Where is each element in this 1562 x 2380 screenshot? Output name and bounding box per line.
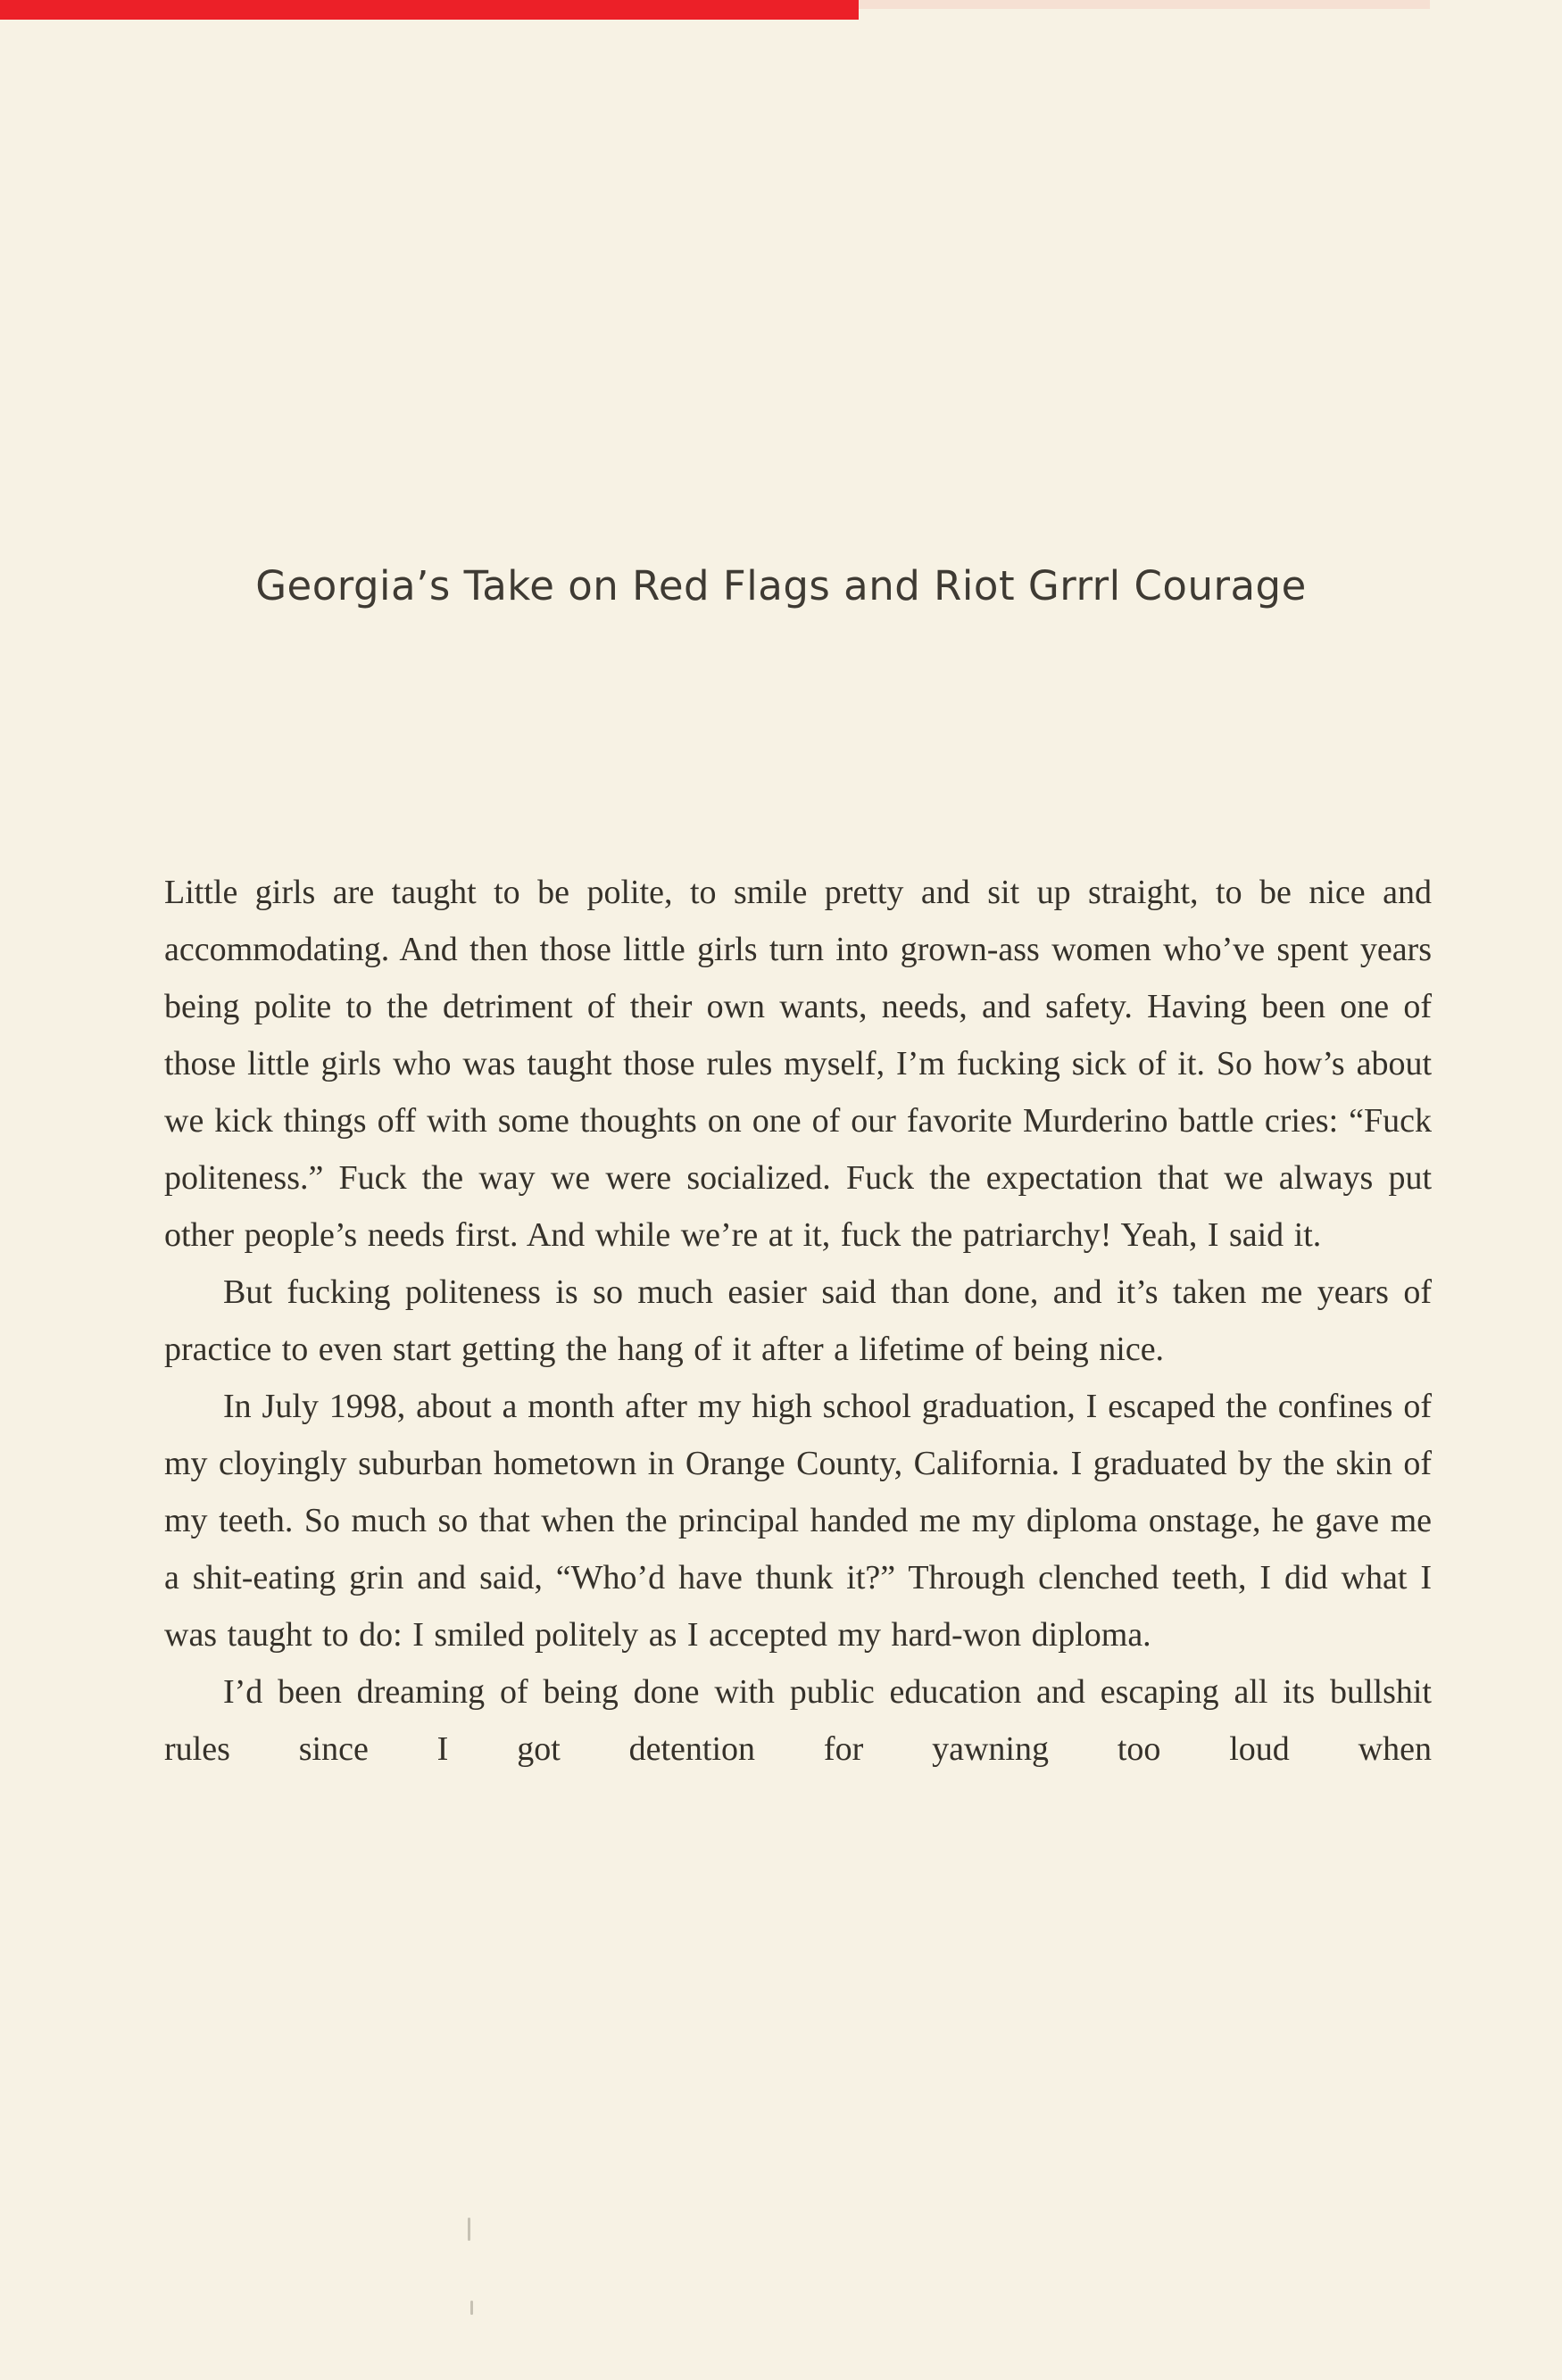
scan-artifact xyxy=(470,2301,473,2315)
cover-bleed-strip-fade xyxy=(859,0,1430,9)
chapter-title: Georgia’s Take on Red Flags and Riot Grrrl Courage xyxy=(255,562,1307,610)
body-paragraph: But fucking politeness is so much easier said than done, and it’s taken me years of practice to even start getting the hang of it after a lifetime of being nice. xyxy=(164,1273,1432,1368)
scan-artifact xyxy=(468,2218,470,2241)
body-paragraph: I’d been dreaming of being done with public education and escaping all its bullshit rules since I got detention for yawning too loud when xyxy=(164,1673,1432,1768)
body-text-block xyxy=(164,864,1432,1778)
body-paragraph: In July 1998, about a month after my high school graduation, I escaped the confines of my cloyingly suburban hometown in Orange County, California. I graduated by the skin of my teeth. So much so that when the principal handed me my diploma onstage, he gave me a shit-eating grin and said, “Who’d have thunk it?” Through clenched teeth, I did what I was taught to do: I smiled politely as I accepted my hard-won diploma. xyxy=(164,1388,1432,1654)
cover-bleed-strip xyxy=(0,0,859,20)
body-paragraph: Little girls are taught to be polite, to smile pretty and sit up straight, to be nice and accommodating. And then those little girls turn into grown-ass women who’ve spent years being polite to the detriment of their own wants, needs, and safety. Having been one of those little girls who was taught those rules myself, I’m fucking sick of it. So how’s about we kick things off with some thoughts on one of our favorite Murderino battle cries: “Fuck politeness.” Fuck the way we were socialized. Fuck the expectation that we always put other people’s needs first. And while we’re at it, fuck the patriarchy! Yeah, I said it. xyxy=(164,874,1432,1254)
